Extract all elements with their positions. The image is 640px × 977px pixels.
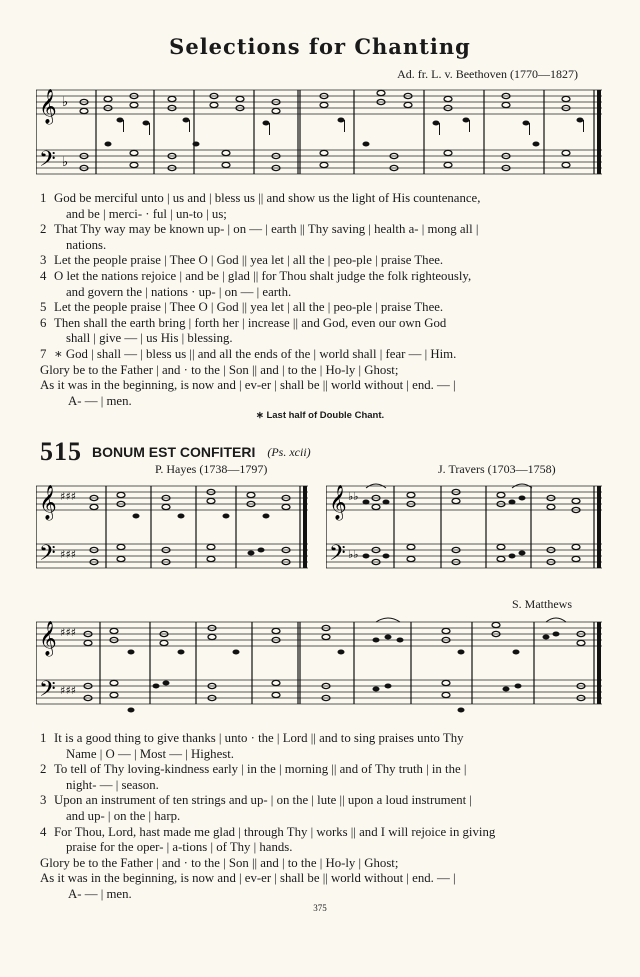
hymn-verse-line: Name | O — | Most — | Highest. — [66, 746, 234, 761]
hymn-reference: (Ps. xcii) — [267, 444, 311, 459]
chant1-verse-line: 7 ∗ God | shall — | bless us || and all the ends of the | world shall | fear — | Him. — [40, 346, 457, 361]
svg-text:♭: ♭ — [62, 95, 69, 110]
svg-text:♭♭: ♭♭ — [348, 548, 359, 561]
hymn-composer-right: J. Travers (1703—1758) — [438, 462, 556, 476]
svg-text:♭♭: ♭♭ — [348, 490, 359, 503]
svg-text:♯♯♯: ♯♯♯ — [60, 684, 76, 697]
hymn-composer-left: P. Hayes (1738—1797) — [155, 462, 268, 476]
hymn-number: 515 — [40, 437, 82, 466]
chant1-verse-line: 4 O let the nations rejoice | and be | glad || for Thou shalt judge the folk righteously, — [40, 268, 472, 283]
svg-text:𝄢: 𝄢 — [329, 541, 346, 571]
svg-text:♭: ♭ — [62, 155, 69, 170]
svg-text:𝄞: 𝄞 — [39, 621, 57, 656]
chant1-verse-line: 3 Let the people praise | Thee O | God || yea let | all the | peo-ple | praise Thee. — [40, 253, 444, 268]
svg-text:♯♯♯: ♯♯♯ — [60, 548, 76, 561]
chant1-verse-line: nations. — [66, 237, 107, 252]
hymn-name: BONUM EST CONFITERI — [92, 444, 256, 460]
svg-text:𝄞: 𝄞 — [39, 485, 57, 520]
chant1-gloria-line: Glory be to the Father | and · to the | Son || and | to the | Ho-ly | Ghost; — [40, 362, 399, 377]
hymn-gloria-line: A- — | men. — [68, 886, 132, 901]
svg-text:𝄞: 𝄞 — [39, 89, 57, 124]
chant1-verse-line: 1 God be merciful unto | us and | bless us || and show us the light of His countenance, — [40, 191, 481, 205]
chant1-score — [36, 84, 602, 186]
chant1-verses — [40, 191, 600, 409]
hymn-gloria-line: As it was in the beginning, is now and | ev-er | shall be || world without | end. — | — [40, 871, 456, 886]
chant1-verse-line: shall | give — | us His | blessing. — [66, 331, 233, 346]
chant1-footnote: ∗ Last half of Double Chant. — [255, 410, 385, 421]
chant1-verse-line: and govern the | nations · up- | on — | earth. — [66, 284, 292, 299]
page-number: 375 — [313, 903, 327, 913]
svg-text:𝄢: 𝄢 — [39, 677, 56, 707]
chant1-gloria-line: As it was in the beginning, is now and | ev-er | shall be || world without | end. — | — [40, 378, 456, 393]
hymn-verse-line: 4 For Thou, Lord, hast made me glad | through Thy | works || and I will rejoice in giving — [40, 824, 496, 839]
chant1-verse-line: 6 Then shall the earth bring | forth her | increase || and God, even our own God — [40, 315, 447, 330]
hymn-score-hayes — [36, 478, 308, 578]
chant1-gloria-line: A- — | men. — [68, 393, 132, 408]
svg-text:𝄞: 𝄞 — [329, 485, 347, 520]
hymn-composer-third: S. Matthews — [512, 597, 572, 611]
hymn-verse-line: and up- | on the | harp. — [66, 808, 181, 823]
svg-text:♯♯♯: ♯♯♯ — [60, 490, 76, 503]
chant1-composer: Ad. fr. L. v. Beethoven (1770—1827) — [397, 67, 578, 81]
hymn-gloria-line: Glory be to the Father | and · to the | Son || and | to the | Ho-ly | Ghost; — [40, 855, 399, 870]
svg-text:𝄢: 𝄢 — [39, 541, 56, 571]
hymn-verse-line: night- — | season. — [66, 777, 159, 792]
hymn-verse-line: praise for the oper- | a-tions | of Thy | hands. — [66, 840, 293, 855]
hymn-verse-line: 3 Upon an instrument of ten strings and up- | on the | lute || upon a loud instrument | — [40, 793, 472, 808]
hymn-score-matthews — [36, 612, 602, 720]
chant1-verse-line: and be | merci- · ful | un-to | us; — [66, 206, 227, 221]
svg-text:𝄢: 𝄢 — [39, 147, 56, 177]
chant1-verse-line: 2 That Thy way may be known up- | on — | earth || Thy saving | health a- | mong all | — [40, 222, 479, 237]
chant1-verse-line: 5 Let the people praise | Thee O | God || yea let | all the | peo-ple | praise Thee. — [40, 300, 444, 315]
svg-text:♯♯♯: ♯♯♯ — [60, 626, 76, 639]
hymn-score-travers — [326, 478, 602, 578]
hymn-verses — [40, 731, 600, 903]
hymn-verse-line: 2 To tell of Thy loving-kindness early | in the | morning || and of Thy truth | in the | — [40, 762, 467, 777]
section-title: Selections for Chanting — [169, 34, 471, 59]
hymn-verse-line: 1 It is a good thing to give thanks | unto · the | Lord || and to sing praises unto Thy — [40, 731, 464, 745]
